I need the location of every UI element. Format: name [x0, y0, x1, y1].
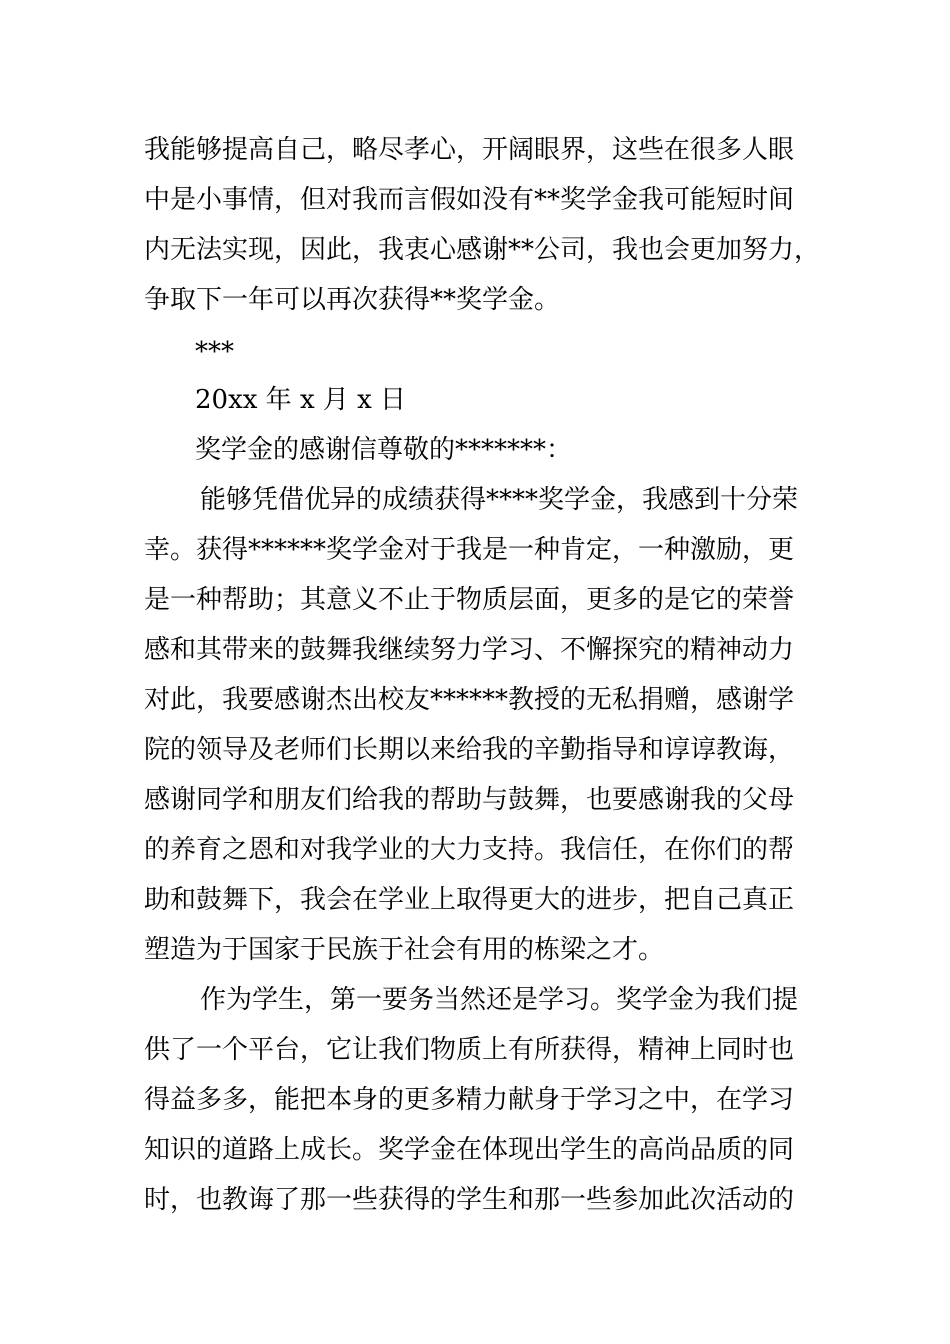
paragraph-line: 幸。获得******奖学金对于我是一种肯定，一种激励，更	[144, 535, 795, 565]
paragraph-line: 时，也教诲了那一些获得的学生和那一些参加此次活动的	[144, 1185, 795, 1215]
paragraph-line: 是一种帮助；其意义不止于物质层面，更多的是它的荣誉	[144, 585, 795, 615]
paragraph-line: 供了一个平台，它让我们物质上有所获得，精神上同时也	[144, 1035, 795, 1065]
paragraph-line: 的养育之恩和对我学业的大力支持。我信任，在你们的帮	[144, 835, 795, 865]
paragraph-line: 感谢同学和朋友们给我的帮助与鼓舞，也要感谢我的父母	[144, 785, 795, 815]
paragraph-line: 能够凭借优异的成绩获得****奖学金，我感到十分荣	[200, 485, 799, 515]
paragraph-line: 中是小事情，但对我而言假如没有**奖学金我可能短时间	[144, 185, 795, 215]
paragraph-line: 内无法实现，因此，我衷心感谢**公司，我也会更加努力，	[144, 235, 821, 265]
paragraph-line: 助和鼓舞下，我会在学业上取得更大的进步，把自己真正	[144, 885, 795, 915]
paragraph-line: 院的领导及老师们长期以来给我的辛勤指导和谆谆教诲，	[144, 735, 795, 765]
paragraph-line: 塑造为于国家于民族于社会有用的栋梁之才。	[144, 935, 665, 965]
paragraph-line: 知识的道路上成长。奖学金在体现出学生的高尚品质的同	[144, 1135, 795, 1165]
letter-heading: 奖学金的感谢信尊敬的*******：	[195, 435, 573, 465]
paragraph-line: 对此，我要感谢杰出校友******教授的无私捐赠，感谢学	[144, 685, 795, 715]
paragraph-line: 争取下一年可以再次获得**奖学金。	[144, 285, 561, 315]
signature-line: ***	[195, 337, 234, 367]
paragraph-line: 作为学生，第一要务当然还是学习。奖学金为我们提	[200, 985, 799, 1015]
paragraph-line: 得益多多，能把本身的更多精力献身于学习之中，在学习	[144, 1085, 795, 1115]
paragraph-line: 感和其带来的鼓舞我继续努力学习、不懈探究的精神动力	[144, 635, 795, 665]
date-line: 20xx 年 x 月 x 日	[195, 385, 407, 415]
paragraph-line: 我能够提高自己，略尽孝心，开阔眼界，这些在很多人眼	[144, 135, 795, 165]
